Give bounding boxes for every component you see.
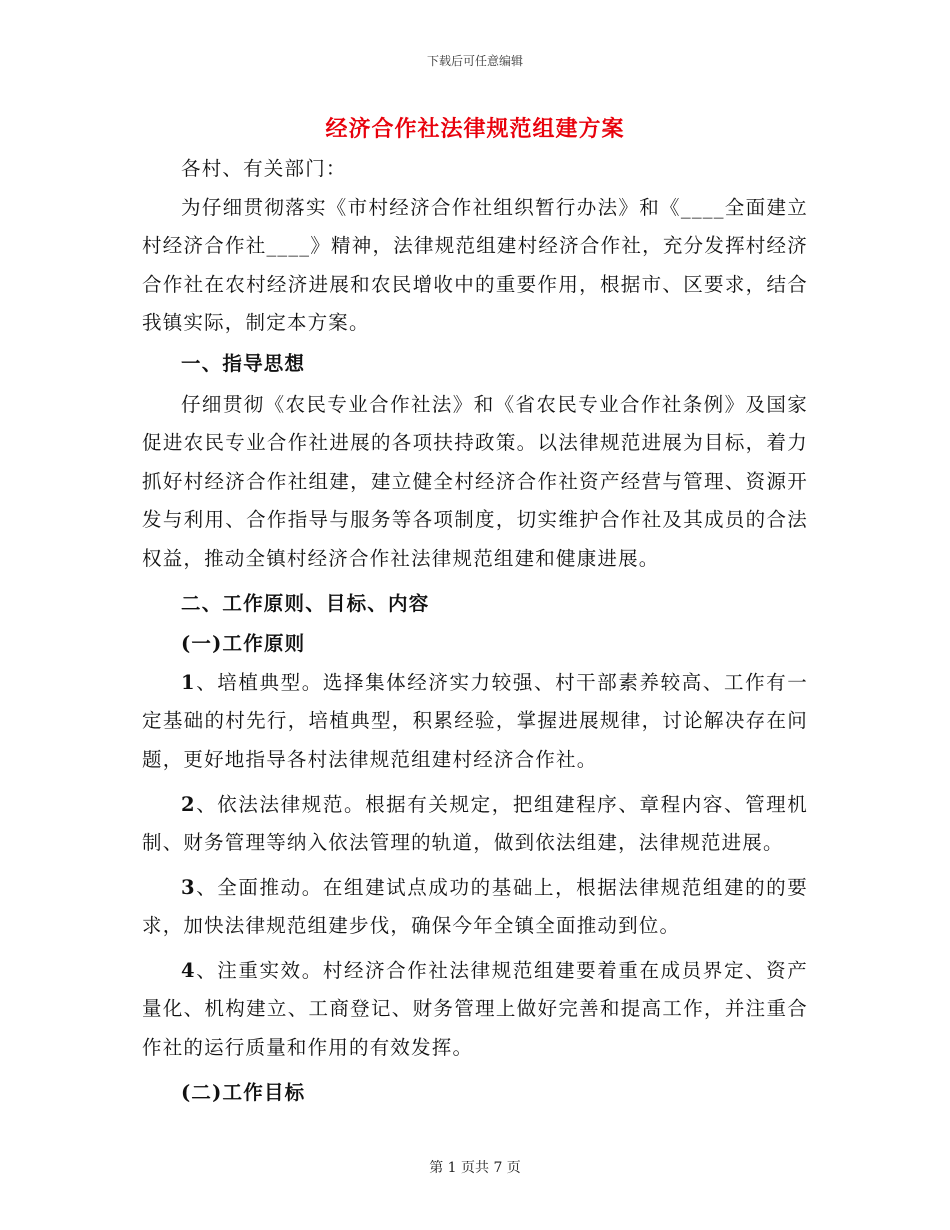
document-title: 经济合作社法律规范组建方案: [325, 116, 625, 142]
principle-item: [142, 664, 808, 780]
intro-paragraph: 为仔细贯彻落实《市村经济合作社组织暂行办法》和《____全面建立村经济合作社____》精神，法律规范组建村经济合作社，充分发挥村经济合作社在农村经济进展和农民增收中的重要作用，根据市、区要求，结合我镇实际，制定本方案。: [142, 195, 808, 335]
principle-text: 、依法法律规范。根据有关规定，把组建程序、章程内容、管理机制、财务管理等纳入依法管理的轨道，做到依法组建，法律规范进展。: [142, 792, 808, 855]
principle-text: 、培植典型。选择集体经济实力较强、村干部素养较高、工作有一定基础的村先行，培植典型，积累经验，掌握进展规律，讨论解决存在问题，更好地指导各村法律规范组建村经济合作社。: [142, 670, 808, 771]
page-footer: 第 1 页共 7 页: [429, 1160, 521, 1176]
subheading-work-goals: (二)工作目标: [181, 1080, 306, 1104]
principle-item: [142, 952, 808, 1068]
document-body: [142, 150, 808, 1112]
header-note: 下载后可任意编辑: [426, 54, 523, 68]
guiding-ideology-paragraph: 仔细贯彻《农民专业合作社法》和《省农民专业合作社条例》及国家促进农民专业合作社进展的各项扶持政策。以法律规范进展为目标，着力抓好村经济合作社组建，建立健全村经济合作社资产经营与管理、资源开发与利用、合作指导与服务等各项制度，切实维护合作社及其成员的合法权益，推动全镇村经济合作社法律规范组建和健康进展。: [142, 392, 808, 570]
principle-item: [142, 869, 808, 946]
section-heading-principles-goals: 二、工作原则、目标、内容: [181, 591, 430, 615]
principle-text: 、注重实效。村经济合作社法律规范组建要着重在成员界定、资产量化、机构建立、工商登记、财务管理上做好完善和提高工作，并注重合作社的运行质量和作用的有效发挥。: [142, 958, 808, 1060]
principle-number: 3: [181, 875, 196, 899]
principle-text: 、全面推动。在组建试点成功的基础上，根据法律规范组建的的要求，加快法律规范组建步伐，确保今年全镇全面推动到位。: [142, 875, 808, 938]
section-heading-guiding-ideology: 一、指导思想: [181, 351, 306, 375]
principle-number: 1: [181, 670, 196, 694]
principle-item: [142, 786, 808, 863]
principle-number: 2: [181, 792, 196, 816]
salutation: 各村、有关部门：: [181, 157, 347, 180]
subheading-work-principles: (一)工作原则: [181, 632, 306, 656]
principle-number: 4: [181, 958, 196, 982]
